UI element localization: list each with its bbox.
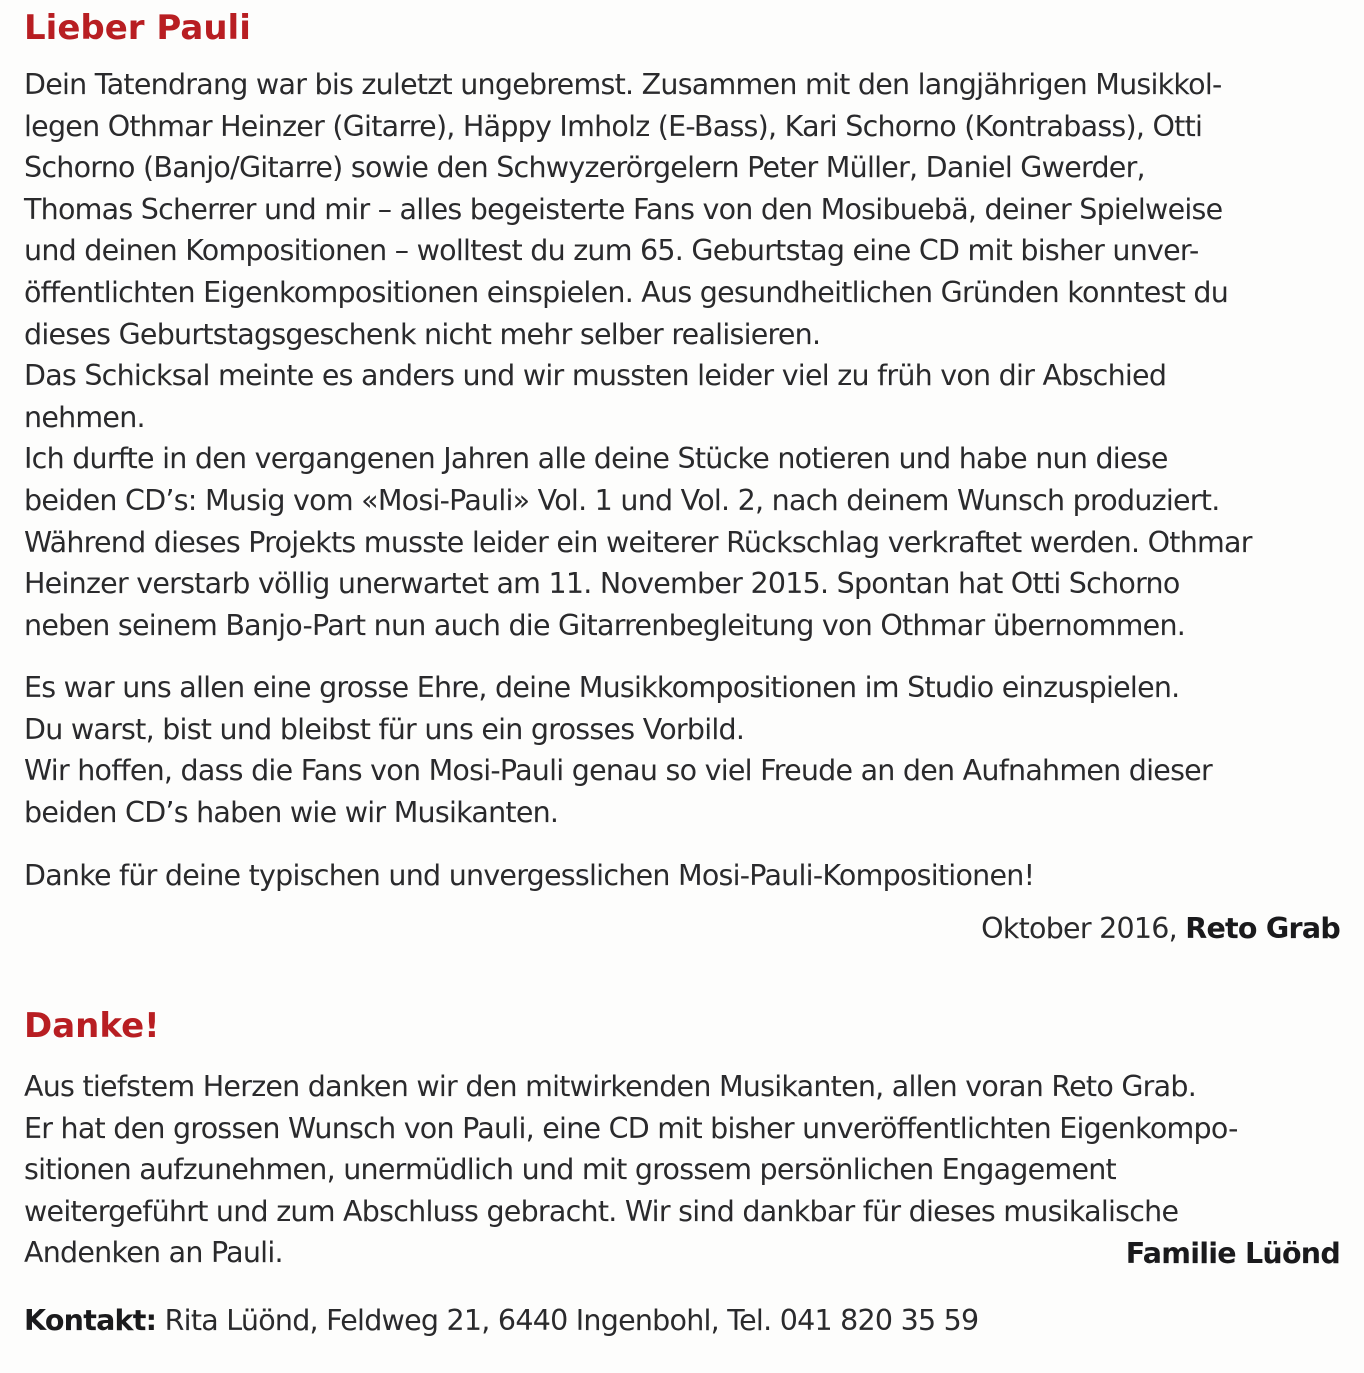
thanks-paragraph <box>24 1066 1238 1274</box>
signature-name: Reto Grab <box>1185 912 1340 945</box>
text-line: Er hat den grossen Wunsch von Pauli, eine CD mit bisher unveröffentlichten Eigenkompo- <box>24 1111 1238 1145</box>
heading-danke: Danke! <box>24 1006 160 1046</box>
text-line: Aus tiefstem Herzen danken wir den mitwirkenden Musikanten, allen voran Reto Grab. <box>24 1070 1197 1103</box>
contact-label: Kontakt: <box>24 1304 157 1337</box>
text-line: Ich durfte in den vergangenen Jahren alle deine Stücke notieren und habe nun diese <box>24 442 1168 476</box>
contact-text: Rita Lüönd, Feldweg 21, 6440 Ingenbohl, Tel. 041 820 35 59 <box>156 1304 979 1337</box>
text-line: Wir hoffen, dass die Fans von Mosi-Pauli genau so viel Freude an den Aufnahmen dieser <box>24 754 1212 788</box>
letter-paragraph-1 <box>24 64 1252 646</box>
text-line: dieses Geburtstagsgeschenk nicht mehr selber realisieren. <box>24 317 821 351</box>
text-line: sitionen aufzunehmen, unermüdlich und mit grossem persönlichen Engagement <box>24 1153 1116 1187</box>
text-line: beiden CD’s: Musig vom «Mosi-Pauli» Vol. 1 und Vol. 2, nach deinem Wunsch produziert. <box>24 483 1220 517</box>
text-line: Das Schicksal meinte es anders und wir mussten leider viel zu früh von dir Abschied <box>24 359 1167 393</box>
text-line: Heinzer verstarb völlig unerwartet am 11. November 2015. Spontan hat Otti Schorno <box>24 567 1180 601</box>
contact-line <box>24 1300 978 1342</box>
text-line: Dein Tatendrang war bis zuletzt ungebremst. Zusammen mit den langjährigen Musikkol- <box>24 68 1222 101</box>
letter-paragraph-3 <box>24 855 1034 897</box>
text-line: legen Othmar Heinzer (Gitarre), Häppy Imholz (E-Bass), Kari Schorno (Kontrabass), Otti <box>24 109 1203 143</box>
text-line: und deinen Kompositionen – wolltest du zum 65. Geburtstag eine CD mit bisher unver- <box>24 234 1199 268</box>
text-line: Während dieses Projekts musste leider ein weiterer Rückschlag verkraftet werden. Othmar <box>24 525 1252 559</box>
letter-signature <box>981 908 1340 950</box>
text-line: Schorno (Banjo/Gitarre) sowie den Schwyzerörgelern Peter Müller, Daniel Gwerder, <box>24 151 1145 185</box>
text-line: öffentlichten Eigenkompositionen einspielen. Aus gesundheitlichen Gründen konntest du <box>24 275 1229 309</box>
text-line: Thomas Scherrer und mir – alles begeisterte Fans von den Mosibuebä, deiner Spielweise <box>24 192 1223 226</box>
family-signature: Familie Lüönd <box>1125 1237 1340 1270</box>
text-line: beiden CD’s haben wie wir Musikanten. <box>24 795 559 829</box>
text-line: nehmen. <box>24 400 145 434</box>
text-line: Andenken an Pauli. <box>24 1236 283 1270</box>
text-line: Es war uns allen eine grosse Ehre, deine Musikkompositionen im Studio einzuspielen. <box>24 671 1180 704</box>
text-line: neben seinem Banjo-Part nun auch die Gitarrenbegleitung von Othmar übernommen. <box>24 608 1186 642</box>
letter-paragraph-2 <box>24 667 1212 833</box>
text-line: weitergeführt und zum Abschluss gebracht. Wir sind dankbar für dieses musikalische <box>24 1194 1179 1228</box>
heading-lieber-pauli: Lieber Pauli <box>24 8 251 48</box>
text-line: Danke für deine typischen und unvergesslichen Mosi-Pauli-Kompositionen! <box>24 859 1035 892</box>
text-line: Du warst, bist und bleibst für uns ein grosses Vorbild. <box>24 712 745 746</box>
signature-date: Oktober 2016, <box>981 912 1186 945</box>
